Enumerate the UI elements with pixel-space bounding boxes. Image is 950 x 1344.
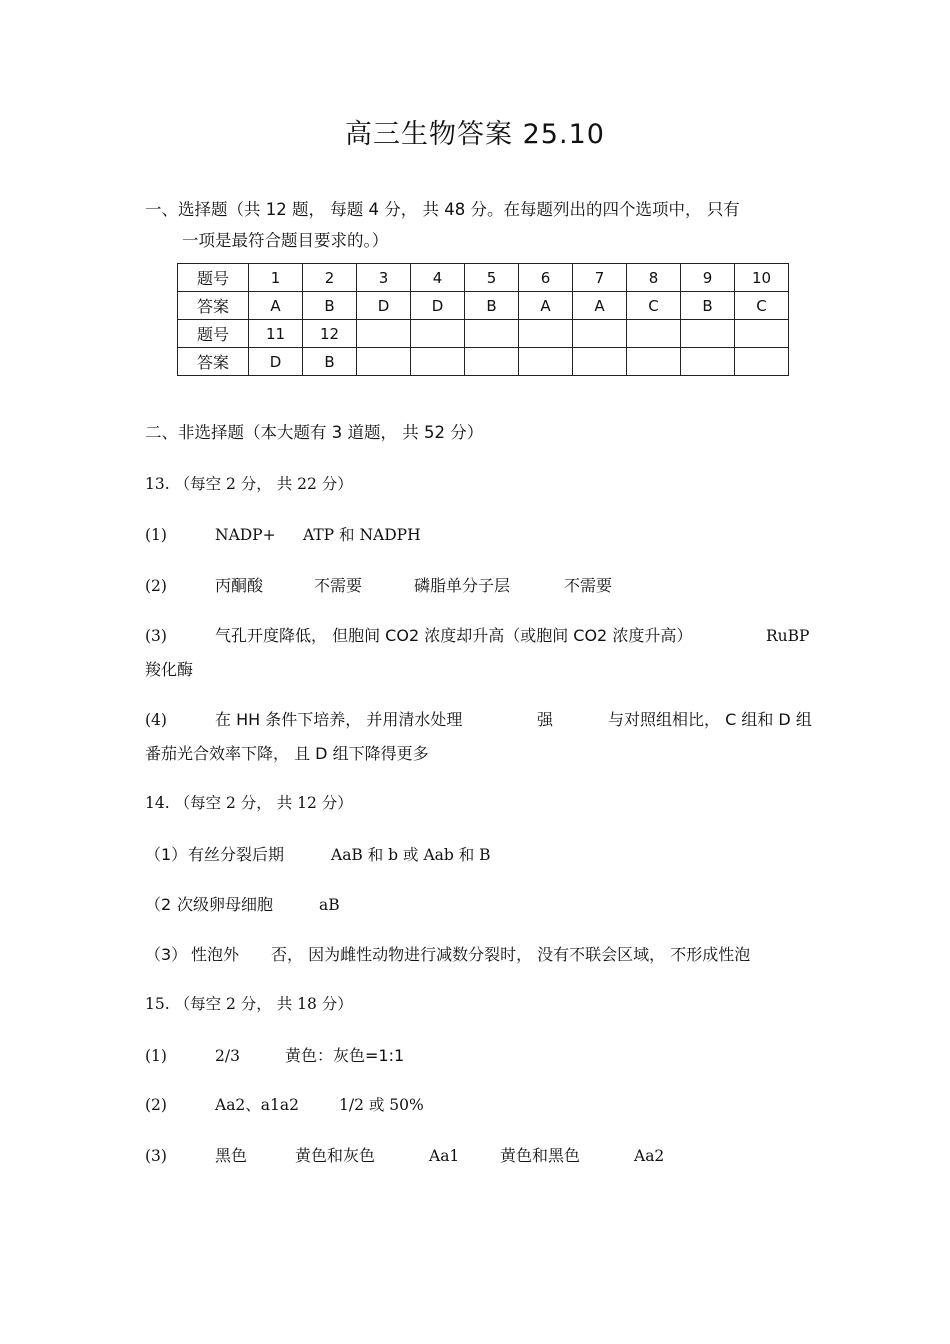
answer-value: 性泡外 (191, 945, 240, 964)
answer-label: (2) (145, 1096, 167, 1114)
table-cell: B (465, 292, 519, 320)
table-answer-label: 答案 (178, 348, 249, 376)
q15-answer-2 (145, 1093, 424, 1115)
table-cell: A (249, 292, 303, 320)
table-cell (411, 348, 465, 376)
section1-line1: 一、选择题（共 12 题， 每题 4 分， 共 48 分。在每题列出的四个选项中， 只有 (145, 200, 740, 219)
table-cell (465, 320, 519, 348)
section1-line2: 一项是最符合题目要求的。） (182, 231, 389, 250)
table-cell (357, 320, 411, 348)
answer-value: ATP 和 NADPH (303, 526, 421, 544)
answer-value: AaB 和 b 或 Aab 和 B (331, 846, 491, 864)
table-cell: A (573, 292, 627, 320)
table-cell: B (681, 292, 735, 320)
answer-value: Aa2、a1a2 (215, 1096, 300, 1114)
table-header-label: 题号 (178, 320, 249, 348)
answer-value: 黄色和黑色 (500, 1146, 581, 1165)
table-cell: D (249, 348, 303, 376)
answer-value: RuBP (766, 627, 810, 645)
table-cell: 10 (735, 264, 789, 292)
table-cell: C (735, 292, 789, 320)
answer-value: 与对照组相比， C 组和 D 组 (608, 710, 812, 729)
answer-value: Aa1 (429, 1147, 460, 1165)
table-cell: 4 (411, 264, 465, 292)
answer-value: 有丝分裂后期 (188, 845, 285, 864)
answer-value: 黄色和灰色 (295, 1146, 376, 1165)
page-title: 高三生物答案 25.10 (345, 119, 605, 150)
table-cell: 5 (465, 264, 519, 292)
section1-heading (145, 194, 825, 256)
table-cell: C (627, 292, 681, 320)
answer-value: 黄色：灰色=1:1 (285, 1046, 405, 1065)
answer-value: aB (319, 896, 340, 914)
q14-answer-2 (145, 892, 340, 915)
q15-answer-3 (145, 1143, 664, 1166)
table-row (178, 348, 789, 376)
answer-label: (1) (145, 526, 167, 544)
answer-value: NADP+ (215, 526, 276, 544)
answer-label: （3） (145, 945, 188, 964)
table-cell (357, 348, 411, 376)
table-cell: B (303, 292, 357, 320)
answer-label: （1） (145, 845, 188, 864)
table-cell: 6 (519, 264, 573, 292)
table-cell: 3 (357, 264, 411, 292)
q15-answer-1 (145, 1043, 404, 1066)
section2-heading: 二、非选择题（本大题有 3 道题， 共 52 分） (145, 423, 484, 442)
answer-value: 1/2 或 50% (339, 1096, 424, 1114)
table-cell: 1 (249, 264, 303, 292)
table-row (178, 320, 789, 348)
answer-label: (4) (145, 711, 167, 729)
table-cell (627, 320, 681, 348)
answer-value: 黑色 (215, 1146, 248, 1165)
q13-heading: 13. （每空 2 分， 共 22 分） (145, 475, 353, 493)
table-cell (519, 348, 573, 376)
table-cell (735, 320, 789, 348)
answer-label: (2) (145, 577, 167, 595)
table-cell: D (357, 292, 411, 320)
q14-heading: 14. （每空 2 分， 共 12 分） (145, 794, 353, 812)
q14-answer-1 (145, 842, 491, 865)
table-cell (627, 348, 681, 376)
table-row (178, 292, 789, 320)
answer-value: 不需要 (314, 576, 363, 595)
answer-value: 不需要 (564, 576, 613, 595)
table-cell: 9 (681, 264, 735, 292)
table-cell: 2 (303, 264, 357, 292)
table-answer-label: 答案 (178, 292, 249, 320)
answer-value: Aa2 (634, 1147, 665, 1165)
table-cell (411, 320, 465, 348)
table-cell: A (519, 292, 573, 320)
table-cell: 11 (249, 320, 303, 348)
q13-answer-1 (145, 523, 421, 545)
table-cell: 7 (573, 264, 627, 292)
q14-answer-3 (145, 942, 750, 965)
answer-value: 磷脂单分子层 (414, 576, 511, 595)
table-cell (573, 348, 627, 376)
table-cell (465, 348, 519, 376)
answer-label: (3) (145, 1147, 167, 1165)
table-cell: B (303, 348, 357, 376)
answer-value: 在 HH 条件下培养， 并用清水处理 (215, 710, 463, 729)
table-cell (519, 320, 573, 348)
table-row (178, 264, 789, 292)
table-cell: D (411, 292, 465, 320)
answer-label: (3) (145, 627, 167, 645)
answer-label: （2 (145, 895, 172, 914)
table-cell (735, 348, 789, 376)
q13-answer-3-cont: 羧化酶 (145, 660, 194, 679)
q15-heading: 15. （每空 2 分， 共 18 分） (145, 995, 353, 1013)
answer-value: 2/3 (215, 1047, 240, 1065)
q13-answer-2 (145, 573, 612, 596)
table-cell: 12 (303, 320, 357, 348)
answer-value: 强 (537, 710, 554, 729)
q13-answer-4-cont: 番茄光合效率下降， 且 D 组下降得更多 (145, 744, 429, 763)
table-cell: 8 (627, 264, 681, 292)
table-cell (573, 320, 627, 348)
answer-label: (1) (145, 1047, 167, 1065)
answer-table (177, 263, 789, 376)
table-cell (681, 320, 735, 348)
q13-answer-4 (145, 707, 812, 730)
q13-answer-3 (145, 623, 809, 646)
table-header-label: 题号 (178, 264, 249, 292)
answer-value: 次级卵母细胞 (177, 895, 274, 914)
table-cell (681, 348, 735, 376)
answer-value: 丙酮酸 (215, 576, 264, 595)
answer-value: 否， 因为雌性动物进行减数分裂时， 没有不联会区域， 不形成性泡 (271, 945, 751, 964)
answer-value: 气孔开度降低， 但胞间 CO2 浓度却升高（或胞间 CO2 浓度升高） (215, 626, 693, 645)
